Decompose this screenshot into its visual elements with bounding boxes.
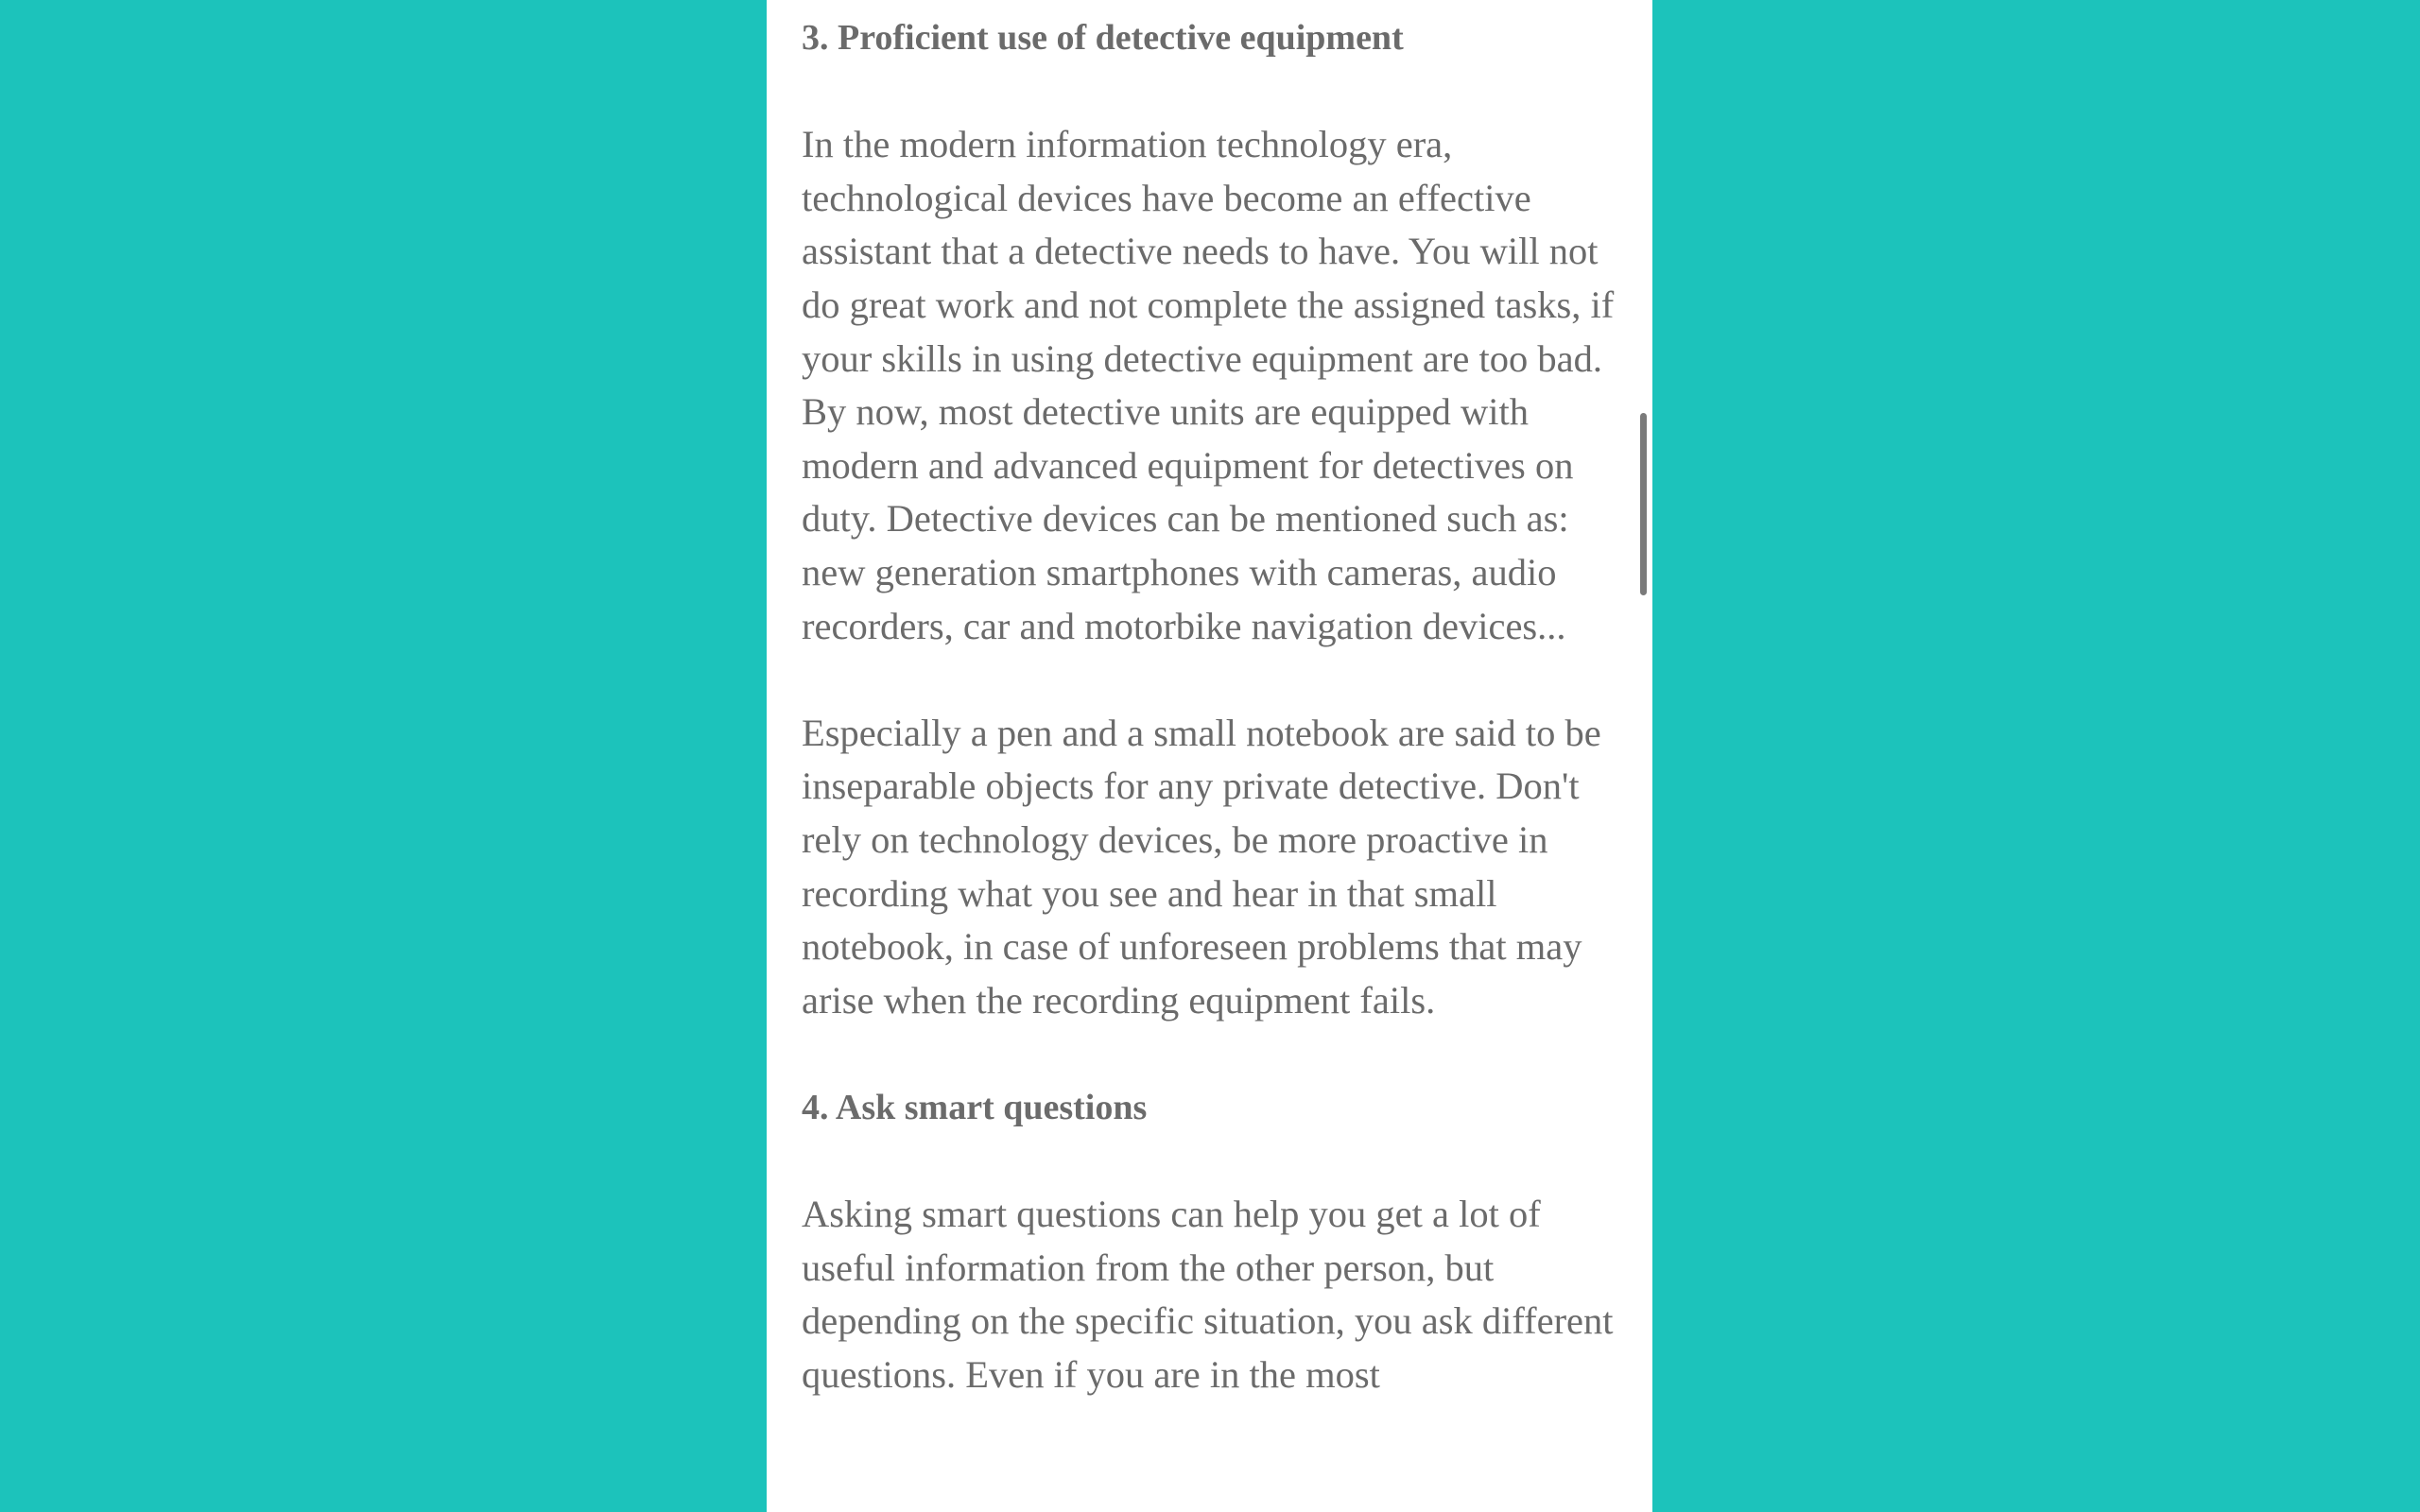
section-heading-equipment: 3. Proficient use of detective equipment [802, 18, 1404, 58]
paragraph-tech-devices: In the modern information technology era, technological devices have become an effective assistant that a detective needs to have. You will not do great work and not complete the assigned tasks, if your skills in using detective equipment are too bad. By now, most detective units are equipped with modern and advanced equipment for detectives on duty. Detective devices can be mentioned such as: new generation smartphones with cameras, audio recorders, car and motorbike navigation devices... [802, 123, 1615, 647]
article-page[interactable] [767, 0, 1652, 1512]
section-heading-questions: 4. Ask smart questions [802, 1087, 1148, 1127]
paragraph-pen-notebook: Especially a pen and a small notebook are said to be inseparable objects for any private detective. Don't rely on technology devices, be more proactive in recording what you see and hear in that small notebook, in case of unforeseen problems that may arise when the recording equipment fails. [802, 711, 1601, 1022]
article-content [802, 11, 1634, 1455]
scrollbar-thumb[interactable] [1640, 413, 1647, 595]
paragraph-smart-questions: Asking smart questions can help you get a lot of useful information from the other person, but depending on the specific situation, you ask different questions. Even if you are in the most [802, 1193, 1614, 1396]
